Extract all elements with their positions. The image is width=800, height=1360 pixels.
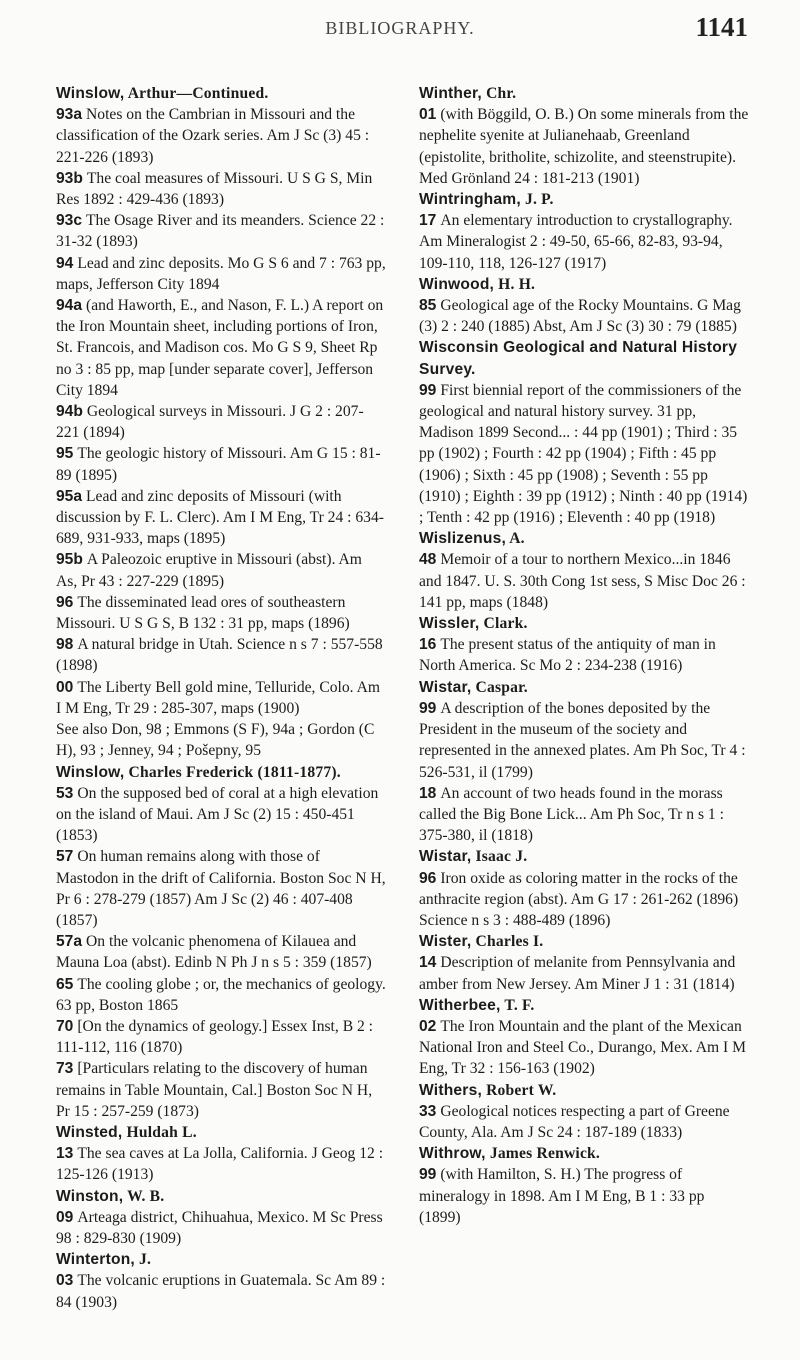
- entry-number: 98: [56, 636, 74, 654]
- bibliography-entry: [419, 104, 749, 189]
- entry-number: 95: [56, 445, 74, 463]
- entry-text: Iron oxide as coloring matter in the rocks of the anthracite region (abst). Am G 17 : 261-262 (1896) Science n s 3 : 488-489 (1896): [419, 869, 739, 929]
- bibliography-entry: [56, 1270, 386, 1312]
- entry-number: 99: [419, 699, 437, 717]
- bibliography-entry: [419, 295, 749, 337]
- entry-text: Notes on the Cambrian in Missouri and the classification of the Ozark series. Am J Sc (3) 45 : 221-226 (1893): [56, 106, 370, 166]
- entry-number: 33: [419, 1102, 437, 1120]
- entry-text: The Iron Mountain and the plant of the Mexican National Iron and Steel Co., Durango, Mex. Am I M Eng, Tr 32 : 156-163 (1902): [419, 1017, 746, 1078]
- bibliography-entry: [419, 1016, 749, 1080]
- bibliography-entry: [56, 295, 386, 401]
- author-details: Chr.: [481, 85, 517, 102]
- author-name: Wister,: [419, 933, 472, 951]
- entry-number: 70: [56, 1017, 74, 1035]
- entry-text: The Liberty Bell gold mine, Telluride, Colo. Am I M Eng, Tr 29 : 285-307, maps (1900): [56, 678, 381, 717]
- entry-number: 96: [419, 869, 437, 887]
- bibliography-entry: [56, 634, 386, 676]
- bibliography-entry: [56, 974, 386, 1016]
- entry-number: 94: [56, 254, 74, 272]
- author-heading: [419, 613, 749, 634]
- entry-text: The disseminated lead ores of southeastern Missouri. U S G S, B 132 : 31 pp, maps (1896): [56, 593, 350, 633]
- author-name: Wislizenus,: [419, 530, 506, 548]
- entry-text: Memoir of a tour to northern Mexico...in 1846 and 1847. U. S. 30th Cong 1st sess, S Misc Doc 26 : 141 pp, maps (1848): [419, 551, 746, 611]
- entry-text: The cooling globe ; or, the mechanics of geology. 63 pp, Boston 1865: [56, 975, 386, 1014]
- bibliography-entry: [419, 868, 749, 932]
- bibliography-entry: [56, 549, 386, 591]
- author-details: H. H.: [494, 275, 536, 293]
- author-heading: [419, 274, 749, 295]
- author-heading: [419, 1143, 749, 1164]
- entry-number: 85: [419, 297, 437, 315]
- entry-number: 95a: [56, 487, 83, 505]
- page-header: [0, 10, 800, 50]
- entry-number: 94a: [56, 297, 83, 315]
- entry-text: The Osage River and its meanders. Science 22 : 31-32 (1893): [56, 212, 385, 251]
- bibliography-entry: [56, 1058, 386, 1122]
- author-details: J. P.: [520, 191, 554, 209]
- entry-number: 94b: [56, 403, 83, 421]
- author-name: Wistar,: [419, 678, 472, 696]
- author-name: Winslow,: [56, 85, 125, 102]
- author-details: Arthur—Continued.: [124, 85, 269, 102]
- author-name: Winsted,: [56, 1123, 123, 1141]
- entry-text: Lead and zinc deposits. Mo G S 6 and 7 : 763 pp, maps, Jefferson City 1894: [56, 254, 386, 293]
- entry-number: 96: [56, 593, 74, 611]
- running-title: BIBLIOGRAPHY.: [325, 18, 475, 38]
- entry-text: On the volcanic phenomena of Kilauea and Mauna Loa (abst). Edinb N Ph J n s 5 : 359 (1857): [56, 933, 372, 972]
- entry-number: 99: [419, 1166, 437, 1184]
- bibliography-entry: [56, 931, 386, 973]
- cross-reference: See also Don, 98 ; Emmons (S F), 94a ; Gordon (C H), 93 ; Jenney, 94 ; Pošepny, 95: [56, 721, 375, 760]
- author-details: Caspar.: [471, 678, 528, 696]
- entry-text: First biennial report of the commissioners of the geological and natural history survey. 31 pp, Madison 1899 Second... : 44 pp (1901) ; Third : 35 pp (1902) ; Fourth : 42 pp (1904) ; Fifth : 45 pp (1906) ; Sixth : 45 pp (1908) ; Seventh : 55 pp (1910) ; Eighth : 39 pp (1912) ; Ninth : 40 pp (1914) ; Tenth : 42 pp (1916) ; Eleventh : 40 pp (1918): [419, 381, 748, 527]
- bibliography-entry: [56, 677, 386, 719]
- author-heading: [419, 1080, 749, 1101]
- bibliography-entry: [419, 783, 749, 847]
- author-details: T. F.: [500, 996, 535, 1014]
- entry-text: (with Hamilton, S. H.) The progress of mineralogy in 1898. Am I M Eng, B 1 : 33 pp (1899): [419, 1166, 705, 1226]
- entry-text: (with Böggild, O. B.) On some minerals from the nephelite syenite at Julianehaab, Greenland (epistolite, britholite, schizolite, and steenstrupite). Med Grönland 24 : 181-213 (1901): [419, 106, 749, 187]
- author-details: W. B.: [123, 1187, 165, 1205]
- bibliography-entry: [56, 1143, 386, 1185]
- author-name: Witherbee,: [419, 996, 501, 1014]
- author-name: Wistar,: [419, 848, 472, 866]
- author-details: Charles I.: [471, 933, 544, 951]
- entry-number: 99: [419, 381, 437, 399]
- author-name: Winther,: [419, 85, 482, 102]
- author-details: A.: [505, 530, 525, 548]
- author-name: Winston,: [56, 1187, 124, 1205]
- author-name: Wissler,: [419, 615, 480, 633]
- entry-number: 09: [56, 1208, 74, 1226]
- author-heading: [419, 846, 749, 867]
- author-details: Charles Frederick (1811-1877).: [124, 763, 341, 781]
- bibliography-entry: [56, 104, 386, 168]
- entry-text: Geological notices respecting a part of Greene County, Ala. Am J Sc 24 : 187-189 (1833): [419, 1102, 730, 1141]
- author-details: Huldah L.: [122, 1123, 197, 1141]
- entry-number: 03: [56, 1272, 74, 1290]
- author-name: Wisconsin Geological and Natural History Survey.: [419, 339, 738, 378]
- bibliography-entry: [56, 443, 386, 485]
- entry-number: 73: [56, 1060, 74, 1078]
- author-heading: [56, 83, 386, 104]
- author-heading: [419, 528, 749, 549]
- author-heading: [56, 1186, 386, 1207]
- bibliography-entry: [419, 952, 749, 994]
- entry-text: Arteaga district, Chihuahua, Mexico. M Sc Press 98 : 829-830 (1909): [56, 1208, 383, 1247]
- entry-number: 00: [56, 678, 74, 696]
- entry-text: On the supposed bed of coral at a high elevation on the island of Maui. Am J Sc (2) 15 : 450-451 (1853): [56, 784, 379, 845]
- entry-text: An elementary introduction to crystallography. Am Mineralogist 2 : 49-50, 65-66, 82-83, 93-94, 109-110, 118, 126-127 (1917): [419, 212, 733, 272]
- entry-number: 93b: [56, 169, 83, 187]
- author-heading: [56, 1122, 386, 1143]
- entry-number: 02: [419, 1017, 437, 1035]
- bibliography-entry: [419, 1164, 749, 1228]
- entry-number: 18: [419, 784, 437, 802]
- author-name: Winterton,: [56, 1251, 135, 1269]
- author-heading: [419, 931, 749, 952]
- entry-number: 53: [56, 784, 74, 802]
- bibliography-entry: [56, 486, 386, 550]
- entry-text: A Paleozoic eruptive in Missouri (abst). Am As, Pr 43 : 227-229 (1895): [56, 551, 362, 590]
- bibliography-entry: [56, 846, 386, 931]
- bibliography-entry: [56, 401, 386, 443]
- bibliography-entry: [56, 783, 386, 847]
- author-heading: [56, 1249, 386, 1270]
- author-name: Winslow,: [56, 763, 125, 781]
- bibliography-entry: [419, 634, 749, 676]
- entry-number: 57: [56, 848, 74, 866]
- entry-text: The volcanic eruptions in Guatemala. Sc Am 89 : 84 (1903): [56, 1272, 386, 1311]
- entry-number: 65: [56, 975, 74, 993]
- author-name: Wintringham,: [419, 191, 521, 209]
- entry-number: 57a: [56, 933, 83, 951]
- author-name: Winwood,: [419, 275, 495, 293]
- author-details: Isaac J.: [471, 848, 528, 866]
- entry-number: 93c: [56, 212, 83, 230]
- author-name: Withrow,: [419, 1145, 486, 1163]
- entry-text: An account of two heads found in the morass called the Big Bone Lick... Am Ph Soc, Tr n s 1 : 375-380, il (1818): [419, 784, 724, 845]
- entry-number: 01: [419, 106, 437, 124]
- bibliography-entry: [56, 253, 386, 295]
- entry-text: [Particulars relating to the discovery of human remains in Table Mountain, Cal.] Boston Soc N H, Pr 15 : 257-259 (1873): [56, 1060, 373, 1120]
- entry-text: Geological surveys in Missouri. J G 2 : 207-221 (1894): [56, 403, 364, 442]
- bibliography-entry: [56, 1207, 386, 1249]
- bibliography-entry: [419, 1101, 749, 1143]
- entry-text: The sea caves at La Jolla, California. J Geog 12 : 125-126 (1913): [56, 1145, 384, 1184]
- entry-number: 14: [419, 954, 437, 972]
- entry-text: A natural bridge in Utah. Science n s 7 : 557-558 (1898): [56, 636, 383, 675]
- entry-text: Lead and zinc deposits of Missouri (with discussion by F. L. Clerc). Am I M Eng, Tr 24 : 634-689, 931-933, maps (1895): [56, 487, 384, 548]
- entry-number: 93a: [56, 106, 83, 124]
- entry-number: 17: [419, 212, 437, 230]
- left-column: [56, 83, 386, 1313]
- entry-text: Description of melanite from Pennsylvania and amber from New Jersey. Am Miner J 1 : 31 (1814): [419, 954, 736, 993]
- bibliography-entry: [56, 1016, 386, 1058]
- entry-text: A description of the bones deposited by the President in the museum of the society and represented in the annexed plates. Am Ph Soc, Tr 4 : 526-531, il (1799): [419, 699, 746, 781]
- right-column: [419, 83, 749, 1228]
- entry-text: The coal measures of Missouri. U S G S, Min Res 1892 : 429-436 (1893): [56, 169, 373, 209]
- bibliography-entry: [419, 698, 749, 783]
- bibliography-entry: [419, 380, 749, 528]
- entry-text: Geological age of the Rocky Mountains. G Mag (3) 2 : 240 (1885) Abst, Am J Sc (3) 30 : 79 (1885): [419, 297, 741, 336]
- author-heading: [419, 995, 749, 1016]
- bibliography-entry: [419, 210, 749, 274]
- author-name: Withers,: [419, 1081, 482, 1099]
- entry-text: The present status of the antiquity of man in North America. Sc Mo 2 : 234-238 (1916): [419, 636, 716, 675]
- entry-number: 95b: [56, 551, 83, 569]
- entry-text: On human remains along with those of Mastodon in the drift of California. Boston Soc N H, Pr 6 : 278-279 (1857) Am J Sc (2) 46 : 407-408 (1857): [56, 848, 386, 929]
- author-details: J.: [134, 1251, 152, 1269]
- bibliography-entry: [56, 168, 386, 210]
- bibliography-entry: [56, 210, 386, 252]
- entry-text: (and Haworth, E., and Nason, F. L.) A report on the Iron Mountain sheet, including portions of Iron, St. Francois, and Madison cos. Mo G S 9, Sheet Rp no 3 : 85 pp, map [under separate cover], Jefferson City 1894: [56, 297, 384, 399]
- page-number: 1141: [695, 12, 748, 42]
- author-heading: [56, 762, 386, 783]
- entry-number: 13: [56, 1145, 74, 1163]
- bibliography-entry: [56, 592, 386, 634]
- author-details: Clark.: [479, 615, 528, 633]
- author-details: James Renwick.: [485, 1145, 601, 1163]
- author-heading: [419, 337, 749, 379]
- author-heading: [419, 83, 749, 104]
- author-heading: [419, 677, 749, 698]
- entry-text: [On the dynamics of geology.] Essex Inst, B 2 : 111-112, 116 (1870): [56, 1017, 374, 1057]
- author-details: Robert W.: [481, 1081, 557, 1099]
- bibliography-entry: [419, 549, 749, 613]
- author-heading: [419, 189, 749, 210]
- entry-number: 16: [419, 636, 437, 654]
- entry-number: 48: [419, 551, 437, 569]
- entry-text: The geologic history of Missouri. Am G 15 : 81-89 (1895): [56, 445, 381, 484]
